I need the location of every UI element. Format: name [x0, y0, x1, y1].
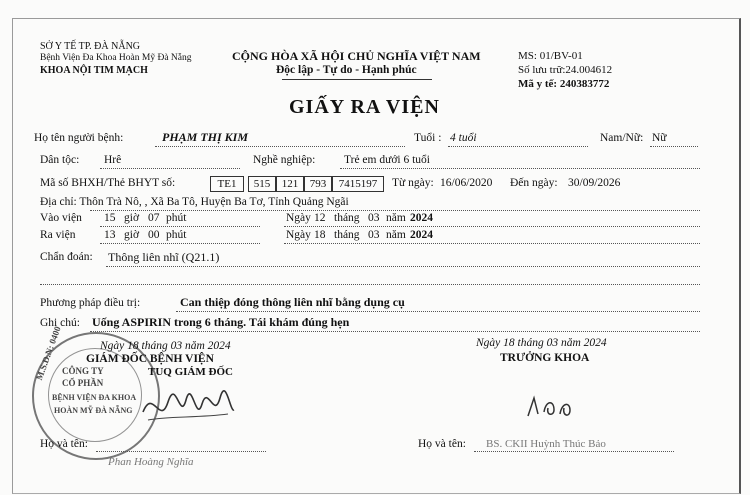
dotted-line	[176, 311, 700, 312]
admission-label: Vào viện	[40, 212, 82, 224]
right-name-label: Họ và tên:	[418, 438, 466, 450]
note-value: Uống ASPIRIN trong 6 tháng. Tái khám đúng hẹn	[92, 315, 350, 329]
admission-minute-unit: phút	[166, 212, 187, 224]
patient-name-label: Họ tên người bệnh:	[34, 132, 124, 144]
national-motto: Độc lập - Tự do - Hạnh phúc	[276, 64, 417, 76]
discharge-day: 18	[314, 229, 326, 241]
right-sign-role: TRƯỞNG KHOA	[500, 352, 590, 364]
to-date: 30/09/2026	[568, 177, 621, 189]
ethnic-label: Dân tộc:	[40, 154, 80, 166]
discharge-label: Ra viện	[40, 229, 76, 241]
insurance-label: Mã số BHXH/Thẻ BHYT số:	[40, 177, 176, 189]
left-sign-role: GIÁM ĐỐC BỆNH VIỆN	[86, 353, 214, 365]
to-label: Đến ngày:	[510, 177, 558, 189]
patient-age: 4 tuổi	[450, 132, 477, 144]
patient-ethnic: Hrê	[104, 154, 122, 166]
hospital-name: Bệnh Viện Đa Khoa Hoàn Mỹ Đà Nẵng	[40, 53, 192, 63]
stamp-ring-text: M.S.D.N: 0400	[34, 324, 63, 382]
dotted-line	[474, 451, 674, 452]
insurance-cell: 515	[248, 176, 276, 192]
dotted-line	[284, 226, 700, 227]
insurance-cell: 121	[276, 176, 304, 192]
admission-hour-unit: giờ	[124, 212, 140, 224]
discharge-year-label: năm	[386, 229, 406, 241]
document-title: GIẤY RA VIỆN	[289, 96, 440, 118]
dotted-line	[155, 146, 405, 147]
admission-year: 2024	[410, 212, 433, 224]
admission-day: 12	[314, 212, 326, 224]
right-signature-icon	[520, 390, 590, 424]
patient-job: Trẻ em dưới 6 tuổi	[344, 154, 431, 166]
left-sign-date: Ngày 18 tháng 03 năm 2024	[100, 340, 231, 352]
treatment-value: Can thiệp đóng thông liên nhĩ bằng dụng cụ	[180, 295, 405, 309]
admission-day-label: Ngày	[286, 212, 311, 224]
dotted-line	[100, 168, 240, 169]
left-sign-sub: TUQ GIÁM ĐỐC	[148, 366, 233, 378]
dotted-line	[340, 168, 700, 169]
patient-sex: Nữ	[652, 132, 667, 144]
country-name: CỘNG HÒA XÃ HỘI CHỦ NGHĨA VIỆT NAM	[232, 49, 481, 63]
right-sign-date: Ngày 18 tháng 03 năm 2024	[476, 337, 607, 349]
dotted-line	[650, 146, 698, 147]
left-name-label: Họ và tên:	[40, 438, 88, 450]
diagnosis-label: Chẩn đoán:	[40, 251, 93, 263]
sex-label: Nam/Nữ:	[600, 132, 644, 144]
diagnosis-value: Thông liên nhĩ (Q21.1)	[108, 250, 220, 264]
admission-minute: 07	[148, 212, 160, 224]
discharge-minute-unit: phút	[166, 229, 187, 241]
discharge-hour: 13	[104, 229, 116, 241]
discharge-day-label: Ngày	[286, 229, 311, 241]
insurance-cell: TE1	[210, 176, 244, 192]
stamp-line: CỔ PHẦN	[62, 378, 104, 388]
stamp-line: CÔNG TY	[62, 366, 104, 376]
admission-month: 03	[368, 212, 380, 224]
form-code: MS: 01/BV-01	[518, 50, 583, 62]
dotted-line	[100, 226, 260, 227]
age-label: Tuổi :	[414, 132, 442, 144]
discharge-month: 03	[368, 229, 380, 241]
discharge-month-label: tháng	[334, 229, 360, 241]
health-dept: SỞ Y TẾ TP. ĐÀ NẴNG	[40, 41, 141, 52]
dotted-line	[90, 210, 700, 211]
stamp-line: HOÀN MỸ ĐÀ NẴNG	[54, 406, 133, 415]
insurance-cell: 793	[304, 176, 332, 192]
dotted-line	[106, 266, 700, 267]
insurance-cell: 7415197	[332, 176, 384, 192]
dotted-line	[96, 451, 266, 452]
admission-month-label: tháng	[334, 212, 360, 224]
job-label: Nghề nghiệp:	[253, 154, 316, 166]
dotted-line	[284, 243, 700, 244]
from-date: 16/06/2020	[440, 177, 493, 189]
dotted-line	[90, 331, 700, 332]
left-signature-icon	[138, 382, 238, 432]
admission-year-label: năm	[386, 212, 406, 224]
from-label: Từ ngày:	[392, 177, 434, 189]
stamp-line: BỆNH VIỆN ĐA KHOA	[52, 393, 137, 402]
ward-name: KHOA NỘI TIM MẠCH	[40, 65, 148, 76]
treatment-label: Phương pháp điều trị:	[40, 297, 141, 309]
motto-underline	[282, 79, 432, 80]
medical-code: Mã y tế: 240383772	[518, 78, 610, 90]
note-label: Ghi chú:	[40, 317, 80, 329]
left-signer-name: Phan Hoàng Nghĩa	[108, 456, 194, 468]
storage-number: Số lưu trữ:24.004612	[518, 64, 613, 76]
discharge-year: 2024	[410, 229, 433, 241]
right-signer-name: BS. CKII Huỳnh Thúc Bảo	[486, 438, 606, 450]
patient-address: Địa chỉ: Thôn Trà Nô, , Xã Ba Tô, Huyện Ba Tơ, Tỉnh Quảng Ngãi	[40, 196, 349, 208]
admission-hour: 15	[104, 212, 116, 224]
dotted-line	[40, 284, 700, 285]
patient-name: PHẠM THỊ KIM	[162, 130, 249, 144]
dotted-line	[100, 243, 260, 244]
dotted-line	[448, 146, 588, 147]
discharge-hour-unit: giờ	[124, 229, 140, 241]
discharge-minute: 00	[148, 229, 160, 241]
